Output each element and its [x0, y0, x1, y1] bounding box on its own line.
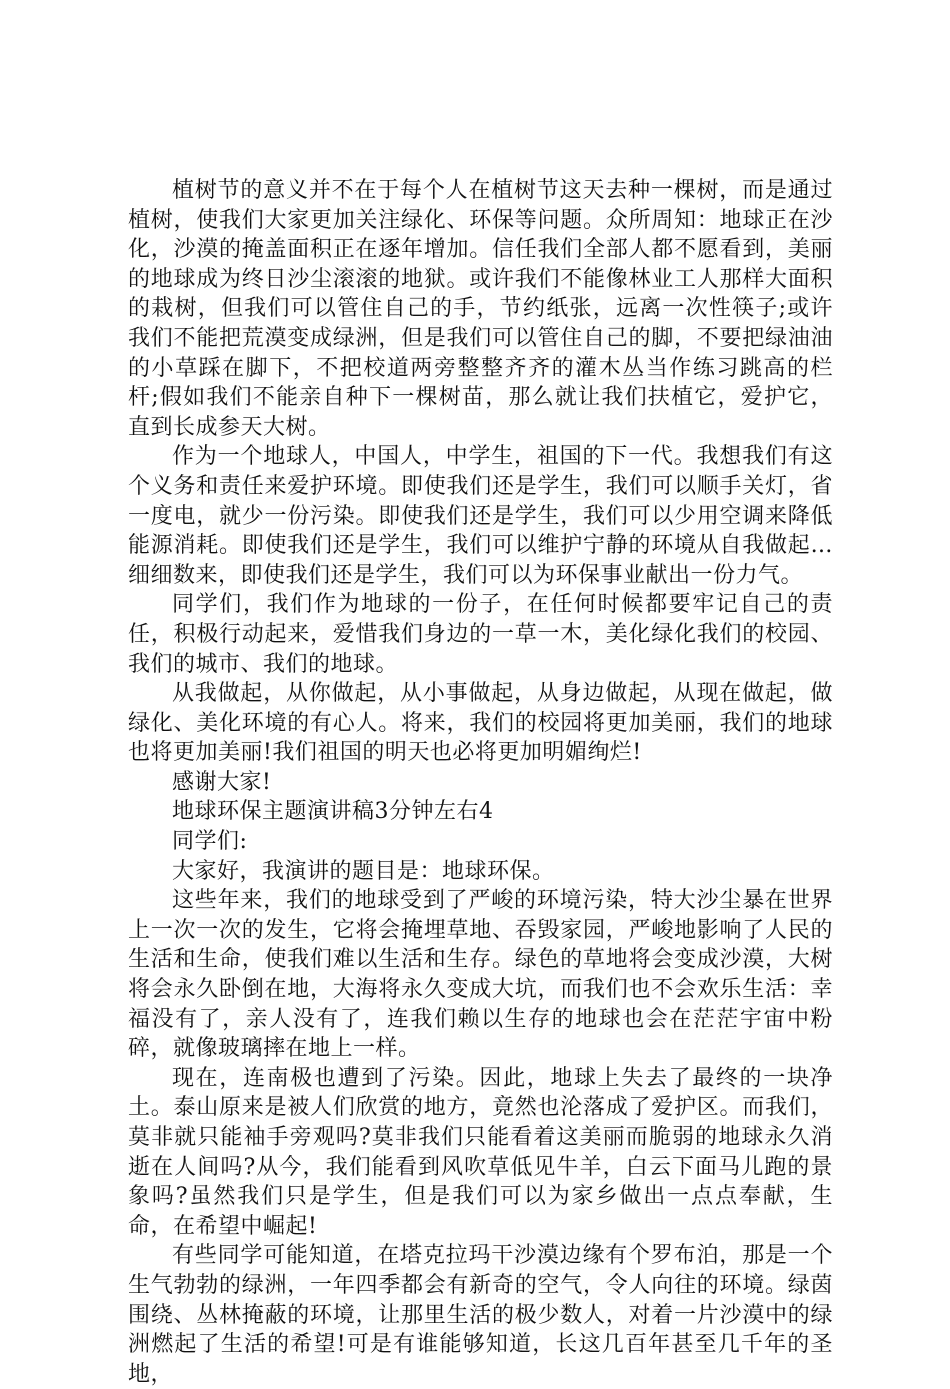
speech-title: 地球环保主题演讲稿3分钟左右4 [172, 799, 494, 825]
paragraph-lop-nur: 有些同学可能知道，在塔克拉玛干沙漠边缘有个罗布泊，那是一个生气勃勃的绿洲，一年四季都会有新奇的空气，令人向往的环境。绿茵围绕、丛林掩蔽的环境，让那里生活的极少数人，对着一片沙漠中的绿洲燃起了生活的希望!可是有谁能够知道，长这几百年甚至几千年的圣地， [128, 1243, 833, 1387]
paragraph-antarctica-pollution: 现在，连南极也遭到了污染。因此，地球上失去了最终的一块净土。泰山原来是被人们欣赏的地方，竟然也沦落成了爱护区。而我们，莫非就只能袖手旁观吗?莫非我们只能看着这美丽而脆弱的地球永久消逝在人间吗?从今，我们能看到风吹草低见牛羊，白云下面马儿跑的景象吗?虽然我们只是学生，但是我们可以为家乡做出一点点奉献，生命，在希望中崛起! [128, 1065, 833, 1239]
paragraph-greeting-topic: 大家好，我演讲的题目是：地球环保。 [172, 858, 555, 884]
paragraph-salutation: 同学们: [172, 829, 248, 855]
paragraph-classmates-responsibility: 同学们，我们作为地球的一份子，在任何时候都要牢记自己的责任，积极行动起来，爱惜我们身边的一草一木，美化绿化我们的校园、我们的城市、我们的地球。 [128, 592, 833, 677]
paragraph-thanks: 感谢大家! [172, 769, 272, 795]
paragraph-tree-planting-meaning: 植树节的意义并不在于每个人在植树节这天去种一棵树，而是通过植树，使我们大家更加关注绿化、环保等问题。众所周知：地球正在沙化，沙漠的掩盖面积正在逐年增加。信任我们全部人都不愿看到，美丽的地球成为终日沙尘滚滚的地狱。或许我们不能像林业工人那样大面积的栽树，但我们可以管住自己的手，节约纸张，远离一次性筷子;或许我们不能把荒漠变成绿洲，但是我们可以管住自己的脚，不要把绿油油的小草踩在脚下，不把校道两旁整整齐齐的灌木丛当作练习跳高的栏杆;假如我们不能亲自种下一棵树苗，那么就让我们扶植它，爱护它，直到长成参天大树。 [128, 178, 833, 440]
paragraph-earth-citizen-duty: 作为一个地球人，中国人，中学生，祖国的下一代。我想我们有这个义务和责任来爱护环境。即使我们还是学生，我们可以顺手关灯，省一度电，就少一份污染。即使我们还是学生，我们可以少用空调来降低能源消耗。即使我们还是学生，我们可以维护宁静的环境从自我做起…细细数来，即使我们还是学生，我们可以为环保事业献出一份力气。 [128, 444, 833, 588]
paragraph-start-from-me: 从我做起，从你做起，从小事做起，从身边做起，从现在做起，做绿化、美化环境的有心人。将来，我们的校园将更加美丽，我们的地球也将更加美丽!我们祖国的明天也必将更加明媚绚烂! [128, 681, 833, 766]
paragraph-pollution-years: 这些年来，我们的地球受到了严峻的环境污染，特大沙尘暴在世界上一次一次的发生，它将会掩埋草地、吞毁家园，严峻地影响了人民的生活和生命，使我们难以生活和生存。绿色的草地将会变成沙漠，大树将会永久卧倒在地，大海将永久变成大坑，而我们也不会欢乐生活：幸福没有了，亲人没有了，连我们赖以生存的地球也会在茫茫宇宙中粉碎，就像玻璃摔在地上一样。 [128, 888, 833, 1062]
document-body [128, 176, 833, 1389]
